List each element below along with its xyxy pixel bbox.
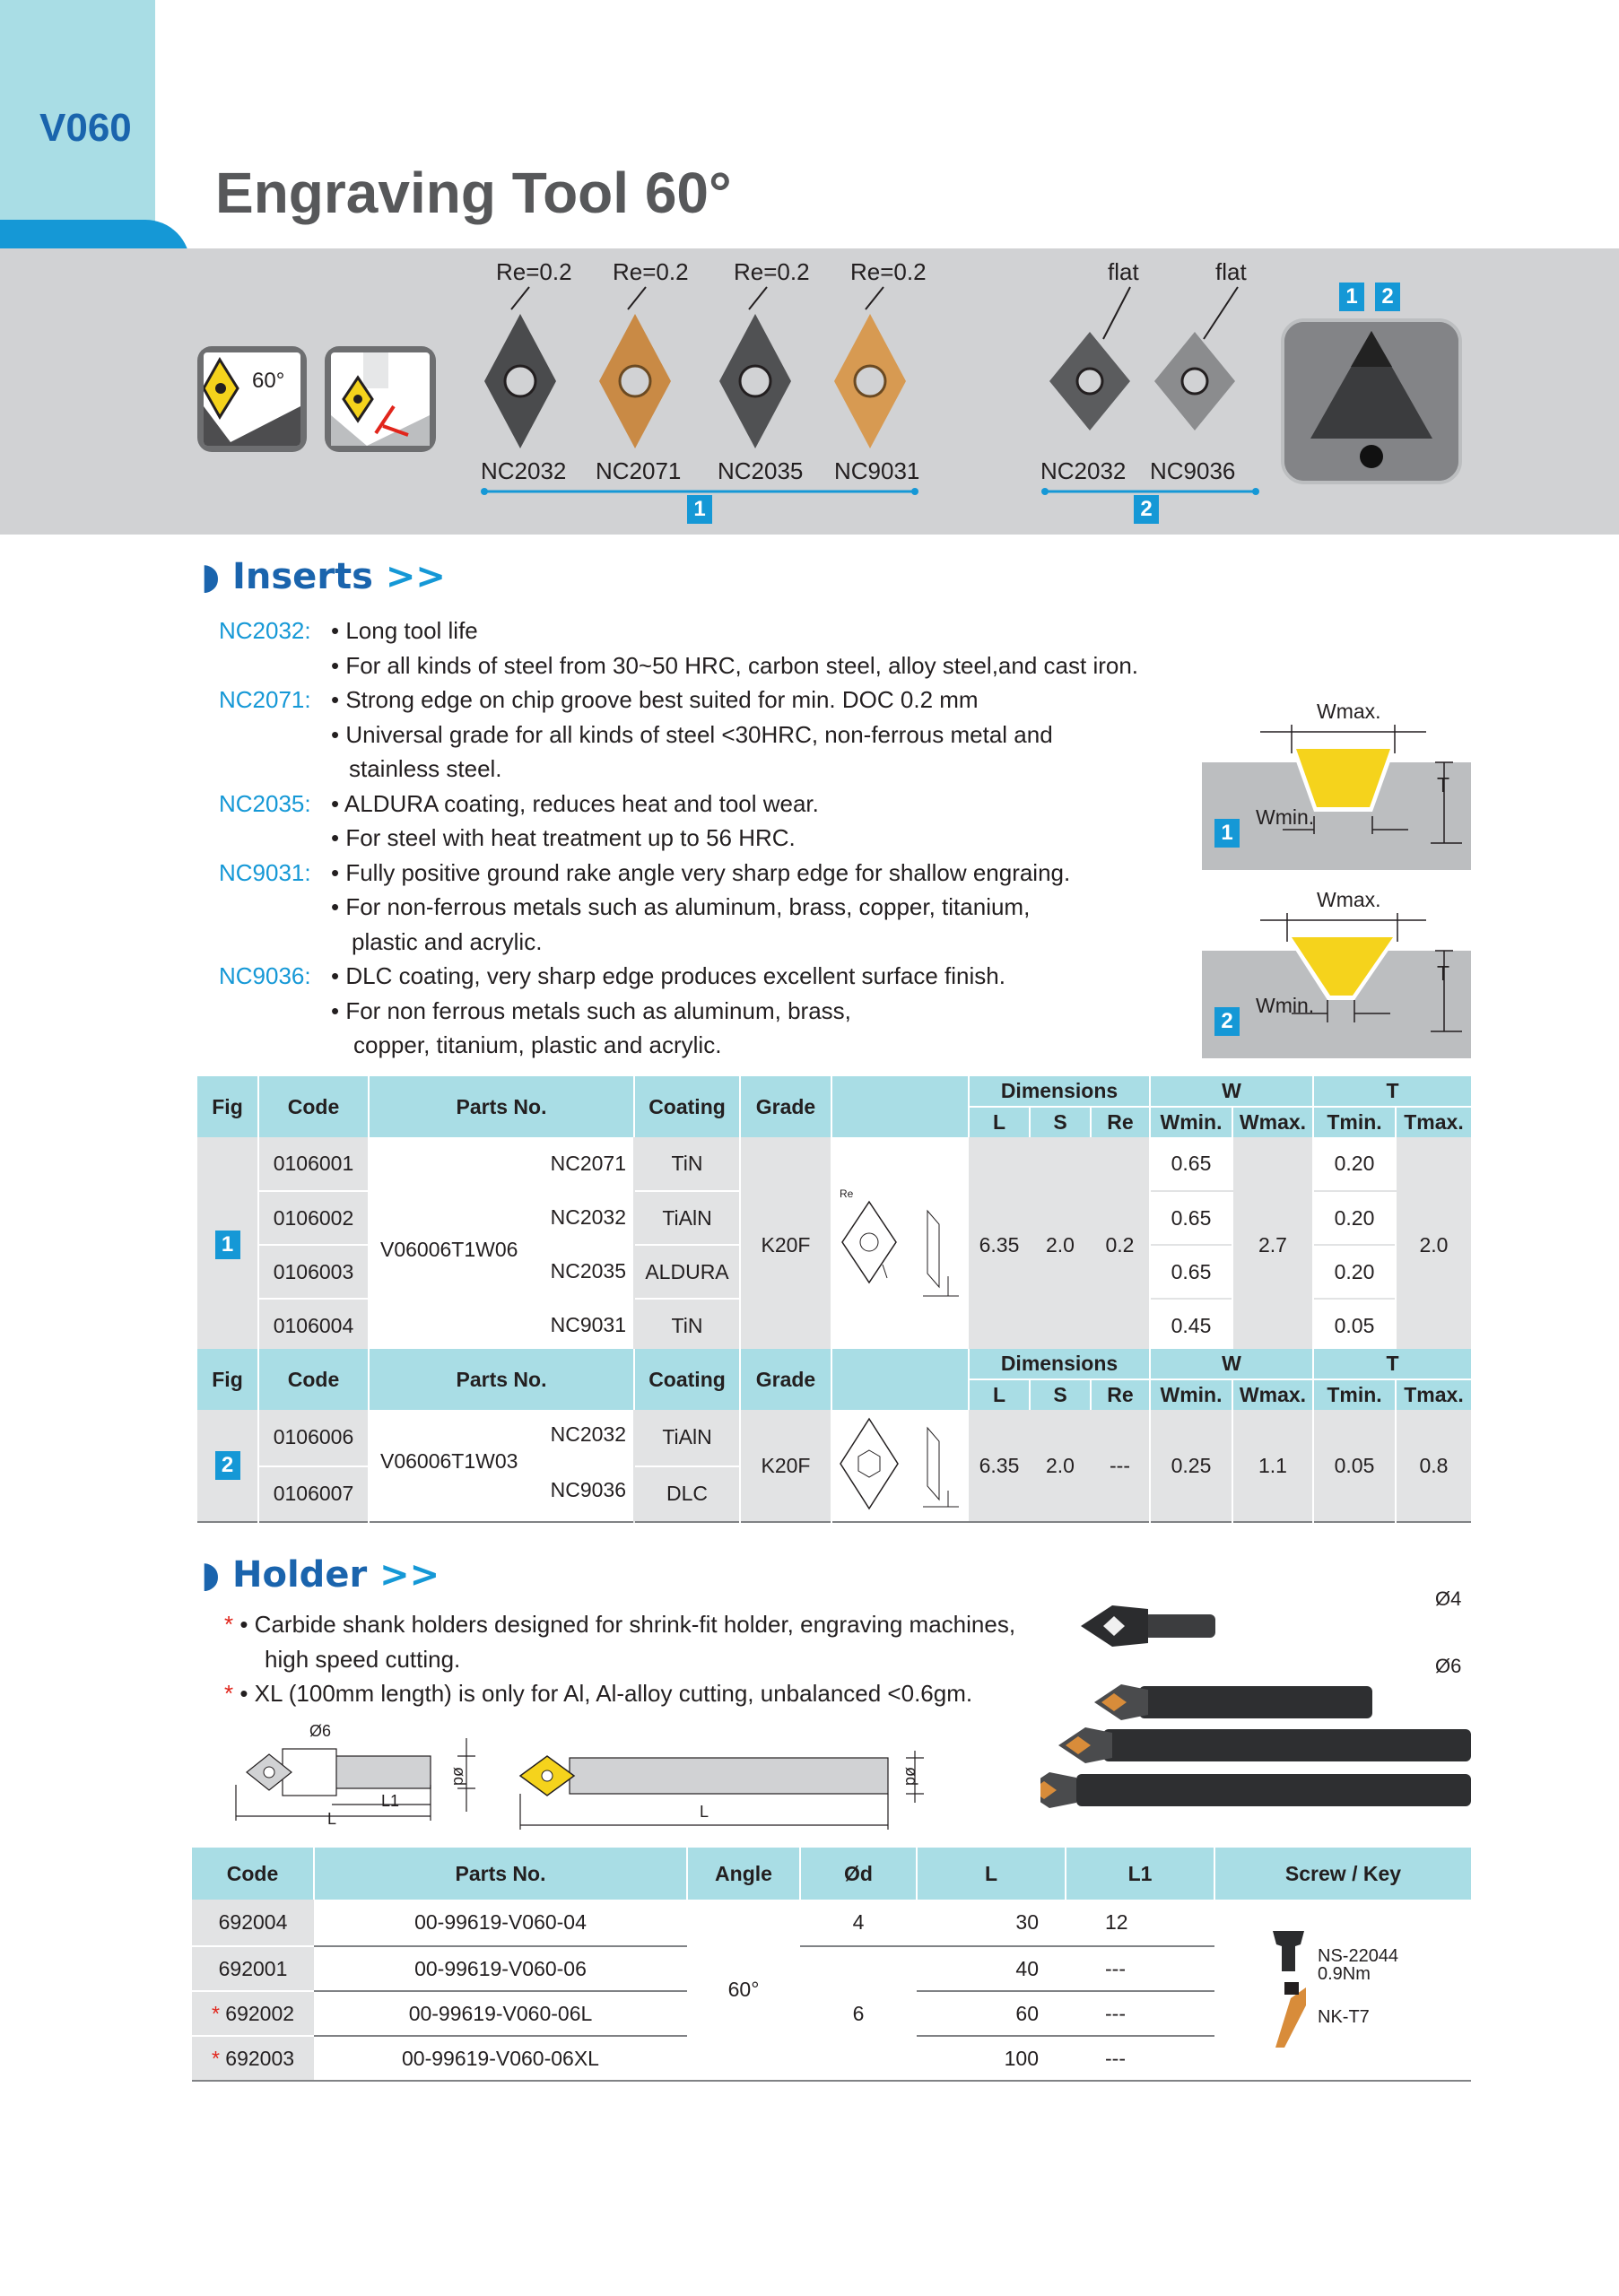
holder-d6-image [1094, 1684, 1372, 1720]
banner-code-nc9036: NC9036 [1150, 457, 1236, 484]
inserts-description [219, 613, 1241, 1063]
col-tmax: Tmax. [1396, 1107, 1471, 1137]
screw-label: NS-22044 [1318, 1946, 1399, 1966]
table-row: 0106007 DLC [197, 1466, 1471, 1523]
insert-line: NC9031: • Fully positive ground rake angle very sharp edge for shallow engraing. [219, 858, 1071, 886]
insert-line: plastic and acrylic. [352, 927, 543, 955]
banner-code-nc2071: NC2071 [596, 457, 682, 484]
col-fig: Fig [197, 1076, 258, 1137]
insert-drawing-2 [831, 1410, 969, 1522]
fig-1-cell: 1 [197, 1137, 258, 1352]
col-holder-screw: Screw / Key [1214, 1848, 1471, 1900]
insert-nc9031-image [834, 314, 906, 448]
engraving-photo [1281, 318, 1462, 484]
col-coating: Coating [634, 1076, 740, 1137]
insert-line: • For all kinds of steel from 30~50 HRC, carbon steel, alloy steel,and cast iron. [331, 651, 1139, 679]
banner-code-g2-nc2032: NC2032 [1040, 457, 1127, 484]
col-image [831, 1076, 969, 1137]
fig-2-cell: 2 [197, 1410, 258, 1522]
col-grade: Grade [740, 1076, 831, 1137]
section-arrow-icon: ◗ [201, 556, 221, 597]
insert-line: copper, titanium, plastic and acrylic. [353, 1031, 722, 1058]
engrave-icon [325, 346, 436, 452]
holder-table [192, 1848, 1471, 2082]
angle-icon [197, 346, 307, 452]
inserts-table-2: Fig Code Parts No. Coating Grade Dimensions W T L S Re Wmin. Wmax. Tmin. Tmax. 2 0106006 V06006T1W03 NC2032 NC9036 TiAlN K20F 6.35 2.0 --- 0.25 1.1 0.05 0.8 0106007 DLC [197, 1349, 1471, 1523]
col-s: S [1030, 1107, 1091, 1137]
flat-label-2: flat [1215, 258, 1247, 285]
parts-cell: V06006T1W06 NC2071 NC2032 NC2035 NC9031 [369, 1137, 634, 1352]
banner-code-nc2035: NC2035 [718, 457, 804, 484]
insert-nc2032-image [484, 314, 556, 448]
banner-code-nc9031: NC9031 [834, 457, 920, 484]
insert-line: stainless steel. [349, 755, 502, 782]
table-row: 692001 00-99619-V060-06 6 40 --- [192, 1946, 1471, 1991]
col-l: L [969, 1107, 1030, 1137]
col-wmax: Wmax. [1232, 1107, 1313, 1137]
holder-bullet: * • XL (100mm length) is only for Al, Al-alloy cutting, unbalanced <0.6gm. [224, 1680, 973, 1707]
col-holder-l1: L1 [1066, 1848, 1214, 1900]
table-row: 0106003 ALDURA 0.65 0.20 [197, 1245, 1471, 1299]
holder-bullet: high speed cutting. [265, 1645, 461, 1673]
col-holder-angle: Angle [687, 1848, 800, 1900]
inserts-heading: ◗ Inserts >> [201, 556, 446, 597]
holder-photos [1040, 1596, 1471, 1821]
insert-line: • Universal grade for all kinds of steel <30HRC, non-ferrous metal and [331, 720, 1053, 748]
insert-line: NC9036: • DLC coating, very sharp edge produces excellent surface finish. [219, 962, 1005, 989]
holder-phi6-label: Ø6 [1435, 1655, 1462, 1677]
holder-heading: ◗ Holder >> [201, 1554, 440, 1596]
section-arrow-icon: ◗ [201, 1554, 221, 1596]
photo-badge-1: 1 [1339, 283, 1364, 311]
col-t: T [1313, 1076, 1471, 1107]
re-label-4: Re=0.2 [850, 258, 927, 285]
torque-label: 0.9Nm [1318, 1964, 1371, 1984]
col-tmin: Tmin. [1313, 1107, 1396, 1137]
col-holder-parts: Parts No. [314, 1848, 687, 1900]
key-label: NK-T7 [1318, 2007, 1370, 2027]
insert-drawing-1: Re [831, 1137, 969, 1352]
table-row: 2 0106006 V06006T1W03 NC2032 NC9036 TiAlN K20F 6.35 2.0 --- 0.25 1.1 0.05 0.8 [197, 1410, 1471, 1466]
page-code: V060 [39, 106, 132, 150]
flat-label-1: flat [1108, 258, 1139, 285]
col-code: Code [258, 1076, 369, 1137]
re-label-1: Re=0.2 [496, 258, 572, 285]
group1-badge: 1 [687, 495, 712, 524]
col-dimensions: Dimensions [969, 1076, 1150, 1107]
insert-nc2071-image [599, 314, 671, 448]
col-holder-code: Code [192, 1848, 314, 1900]
insert-line: NC2032: • Long tool life [219, 617, 478, 644]
groove-diagram-2: Wmax. Wmin. T 2 [1202, 888, 1471, 1058]
insert-g2-nc2032-image [1049, 332, 1130, 430]
col-holder-l: L [917, 1848, 1066, 1900]
re-label-2: Re=0.2 [613, 258, 689, 285]
group2-badge: 2 [1134, 495, 1159, 524]
insert-line: NC2035: • ALDURA coating, reduces heat and tool wear. [219, 789, 819, 817]
table-row: 0106002 TiAlN 0.65 0.20 [197, 1191, 1471, 1245]
holder-d4-image [1081, 1605, 1215, 1647]
col-wmin: Wmin. [1150, 1107, 1232, 1137]
inserts-table-1 [197, 1076, 1471, 1352]
holder-drawing-short: Ø6 L L1 ød [229, 1722, 489, 1830]
insert-line: • For non-ferrous metals such as aluminum, brass, copper, titanium, [331, 893, 1031, 920]
table-row: 692004 00-99619-V060-04 60° 4 30 12 NS-22044 0.9Nm NK-T7 [192, 1900, 1471, 1946]
banner-code-nc2032: NC2032 [481, 457, 567, 484]
col-w: W [1150, 1076, 1313, 1107]
insert-line: • For non ferrous metals such as aluminum, brass, [331, 996, 851, 1024]
table-row: 0106004 TiN 0.45 0.05 [197, 1299, 1471, 1352]
holder-d6l-image [1058, 1727, 1471, 1763]
table-row: 1 0106001 V06006T1W06 NC2071 NC2032 NC2035 NC9031 TiN K20F Re 6.35 2.0 0.2 0.65 2.7 0.20 2.0 [197, 1137, 1471, 1191]
groove-diagram-1: Wmax. Wmin. T 1 [1202, 700, 1471, 870]
holder-phi4-label: Ø4 [1435, 1587, 1462, 1610]
col-parts: Parts No. [369, 1076, 634, 1137]
photo-badge-2: 2 [1375, 283, 1400, 311]
page-title: Engraving Tool 60° [215, 161, 732, 225]
angle-label: 60° [252, 369, 285, 393]
holder-drawing-long: L ød [516, 1740, 946, 1839]
screw-icon [1268, 1926, 1313, 2061]
holder-bullet: * • Carbide shank holders designed for shrink-fit holder, engraving machines, [224, 1611, 1016, 1638]
insert-line: NC2071: • Strong edge on chip groove best suited for min. DOC 0.2 mm [219, 686, 979, 713]
holder-d6xl-image [1040, 1772, 1471, 1808]
col-re: Re [1091, 1107, 1150, 1137]
insert-line: • For steel with heat treatment up to 56 HRC. [331, 824, 796, 851]
insert-nc9036-image [1154, 332, 1235, 430]
parts-cell: V06006T1W03 NC2032 NC9036 [369, 1410, 634, 1522]
re-label-3: Re=0.2 [734, 258, 810, 285]
table-row: * 692003 00-99619-V060-06XL 100 --- [192, 2036, 1471, 2081]
insert-nc2035-image [719, 314, 791, 448]
screw-key-cell [1214, 1900, 1471, 2081]
table-row: * 692002 00-99619-V060-06L 60 --- [192, 1991, 1471, 2036]
col-holder-d: Ød [800, 1848, 917, 1900]
